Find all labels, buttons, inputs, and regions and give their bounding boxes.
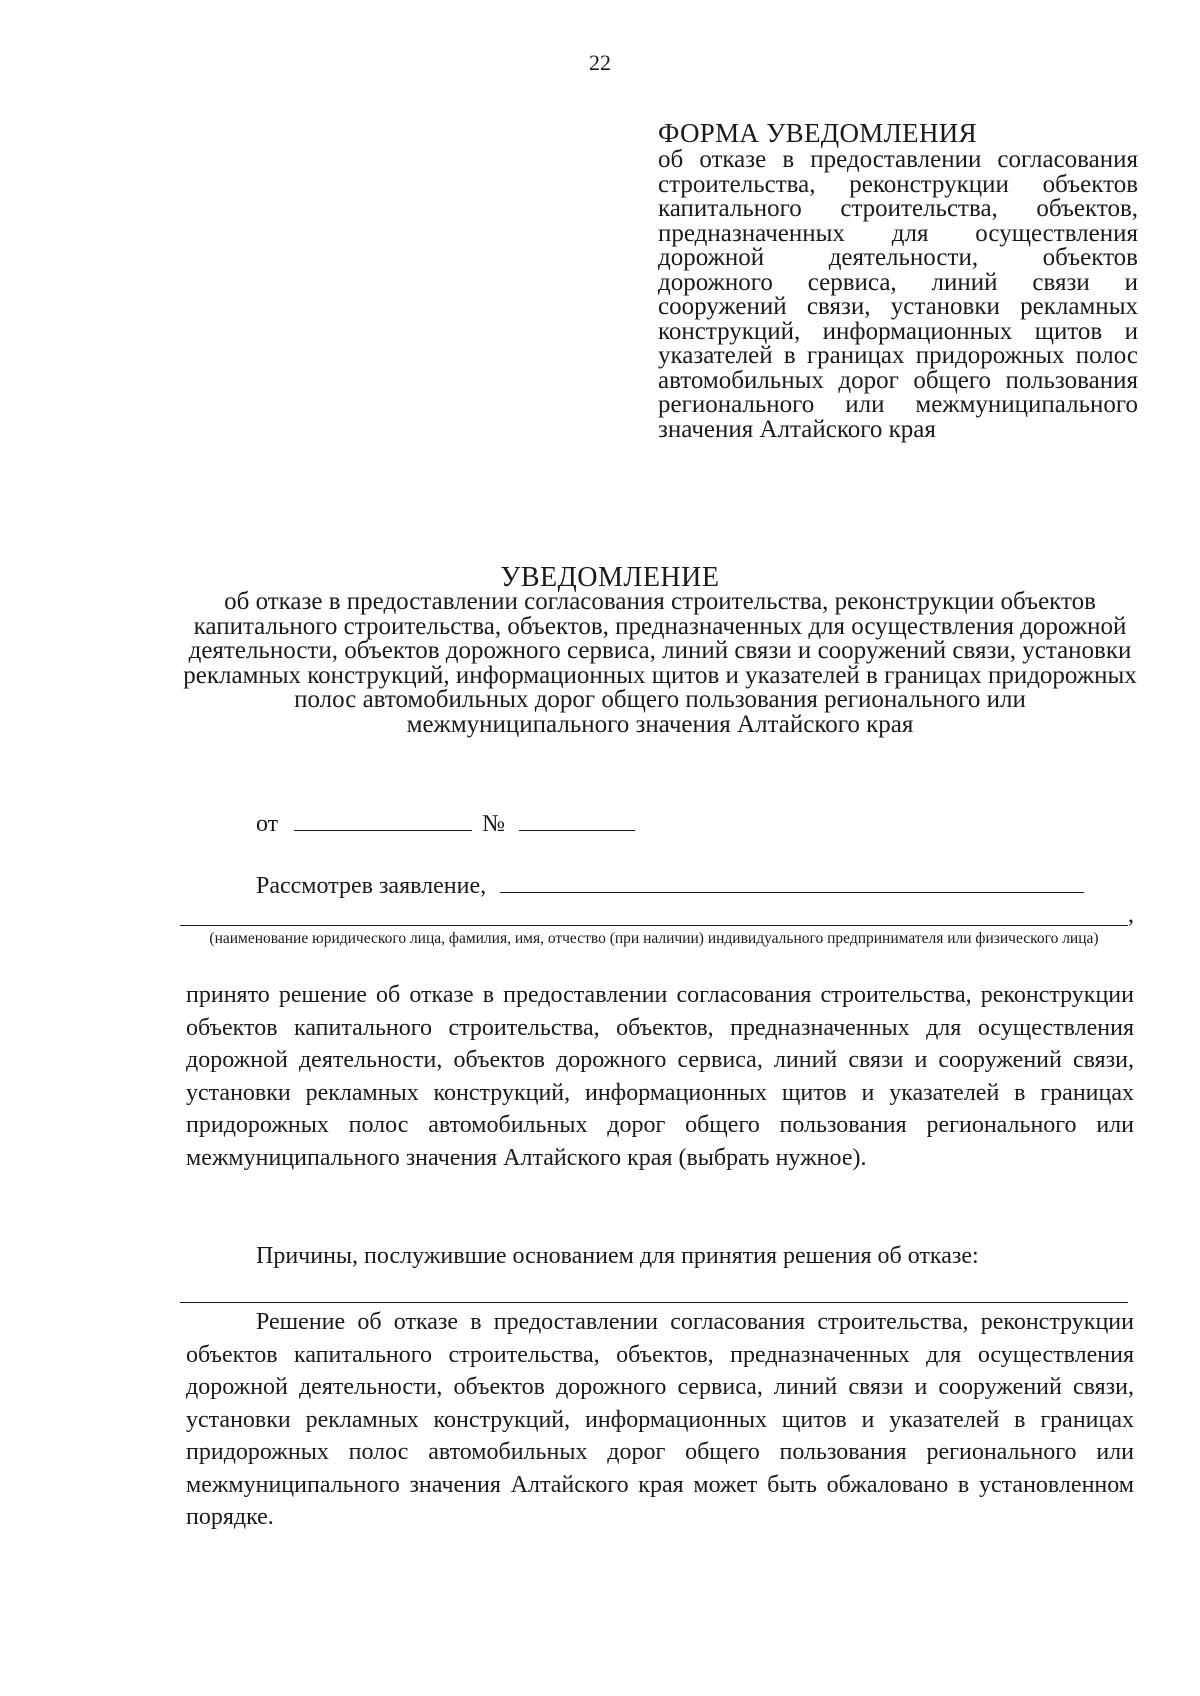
number-sign: № [482, 811, 506, 837]
decision-paragraph: принято решение об отказе в предоставлении согласования строительства, реконструкции объектов капитального строительства, объектов, предназначенных для осуществления дорожной деятельности, объектов дорожного сервиса, линий связи и сооружений связи, установки рекламных конструкций, информационных щитов и указателей в границах придорожных полос автомобильных дорог общего пользования регионального или межмуниципального значения Алтайского края (выбрать нужное). [186, 982, 1134, 1171]
date-blank [294, 808, 472, 831]
form-subtitle: об отказе в предоставлении согласования строительства, реконструкции объектов капитального строительства, объектов, предназначенных для осуществления дорожной деятельности, объектов дорожного сервиса, линий связи и сооружений связи, установки рекламных конструкций, информационных щитов и указателей в границах придорожных полос автомобильных дорог общего пользования регионального или межмуниципального значения Алтайского края [658, 146, 1138, 443]
reasons-label: Причины, послужившие основанием для принятия решения об отказе: [256, 1243, 979, 1269]
review-line [256, 870, 1084, 900]
form-heading: ФОРМА УВЕДОМЛЕНИЯ [658, 118, 977, 148]
applicant-blank [500, 870, 1084, 893]
review-label: Рассмотрев заявление, [256, 873, 487, 899]
appeal-paragraph: Решение об отказе в предоставлении согласования строительства, реконструкции объектов капитального строительства, объектов, предназначенных для осуществления дорожной деятельности, объектов дорожного сервиса, линий связи и сооружений связи, установки рекламных конструкций, информационных щитов и указателей в границах придорожных полос автомобильных дорог общего пользования регионального или межмуниципального значения Алтайского края может быть обжаловано в установленном порядке. [186, 1309, 1134, 1530]
reasons-rule [180, 1302, 1128, 1303]
applicant-rule [180, 925, 1128, 926]
applicant-caption: (наименование юридического лица, фамилия, имя, отчество (при наличии) индивидуального предпринимателя или физического лица) [209, 930, 1099, 947]
date-prefix: от [256, 811, 279, 837]
date-number-line [256, 808, 635, 838]
notice-title: УВЕДОМЛЕНИЕ [500, 562, 720, 593]
notice-subtitle: об отказе в предоставлении согласования строительства, реконструкции объектов капитального строительства, объектов, предназначенных для осуществления дорожной деятельности, объектов дорожного сервиса, линий связи и сооружений связи, установки рекламных конструкций, информационных щитов и указателей в границах придорожных полос автомобильных дорог общего пользования регионального или межмуниципального значения Алтайского края [183, 588, 1137, 738]
applicant-rule-comma: , [1128, 902, 1134, 928]
page-number: 22 [589, 50, 611, 75]
number-blank [519, 808, 635, 831]
